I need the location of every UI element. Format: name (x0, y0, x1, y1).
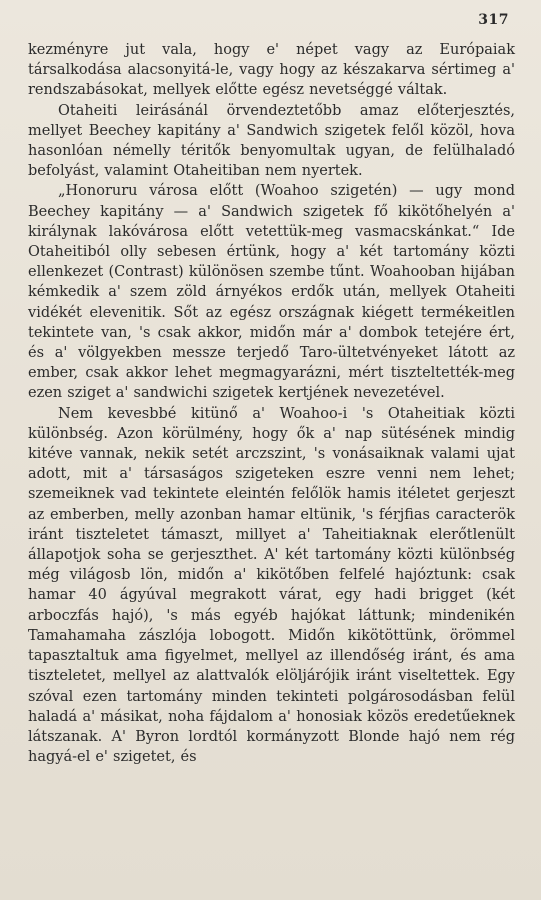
body-text (28, 40, 515, 767)
paragraph-4: Nem kevesbbé kitünő a' Woahoo-i 's Otaheitiak közti különbség. Azon körülmény, hogy ők a' nap sütésének mindig kitéve vannak, nekik setét arczszint, 's vonásaiknak valami ujat adott, mit a' társaságos szigeteken eszre venni nem lehet; szemeiknek vad tekintete eleintén felőlök hamis itéletet gerjeszt az emberben, melly azonban hamar eltünik, 's férjfias caracterök iránt tiszteletet támaszt, millyet a' Taheitiaknak elerőtlenült állapotjok soha se gerjeszthet. A' két tartomány közti különbség még világosb lön, midőn a' kikötőben felfelé hajóztunk: csak hamar 40 ágyúval megrakott várat, egy hadi brigget (két arboczfás hajó), 's más egyéb hajókat láttunk; mindenikén Tamahamaha zászlója lobogott. Midőn kikötöttünk, örömmel tapasztaltuk ama figyelmet, mellyel az illendőség iránt, és ama tiszteletet, mellyel az alattvalók elöljárójik iránt viseltettek. Egy szóval ezen tartomány minden tekinteti polgárosodásban felül haladá a' másikat, noha fájdalom a' honosiak közös eredetűeknek látszanak. A' Byron lordtól kormányzott Blonde hajó nem rég hagyá-el e' szigetet, és (28, 405, 515, 766)
paragraph-2: Otaheiti leirásánál örvendeztetőbb amaz előterjesztés, mellyet Beechey kapitány a' Sandwich szigetek felől közöl, hova hasonlóan némelly téritők benyomultak ugyan, de felülhaladó befolyást, valamint Otaheitiban nem nyertek. (28, 102, 515, 180)
paragraph-3: „Honoruru városa előtt (Woahoo szigetén) — ugy mond Beechey kapitány — a' Sandwich szigetek fő kikötőhelyén a' királynak lakóvárosa előtt vetettük-meg vasmacskánkat.“ Ide Otaheitiból olly sebesen értünk, hogy a' két tartomány közti ellenkezet (Contrast) különösen szembe tűnt. Woahooban hijában kémkedik a' szem zöld árnyékos erdők után, mellyek Otaheiti vidékét elevenitik. Sőt az egész országnak kiégett termékeitlen tekintete van, 's csak akkor, midőn már a' dombok tetejére ért, és a' völgyekben messze terjedő Taro-ültetvényeket látott az ember, csak akkor lehet megmagyarázni, mért tiszteltették-meg ezen sziget a' sandwichi szigetek kertjének nevezetével. (28, 183, 515, 402)
paragraph-1: kezményre jut vala, hogy e' népet vagy az Európaiak társalkodása alacsonyitá-le, vagy hogy az készakarva sértimeg a' rendszabásokat, mellyek előtte egész nevetséggé váltak. (28, 42, 515, 99)
page-number: 317 (478, 12, 509, 28)
